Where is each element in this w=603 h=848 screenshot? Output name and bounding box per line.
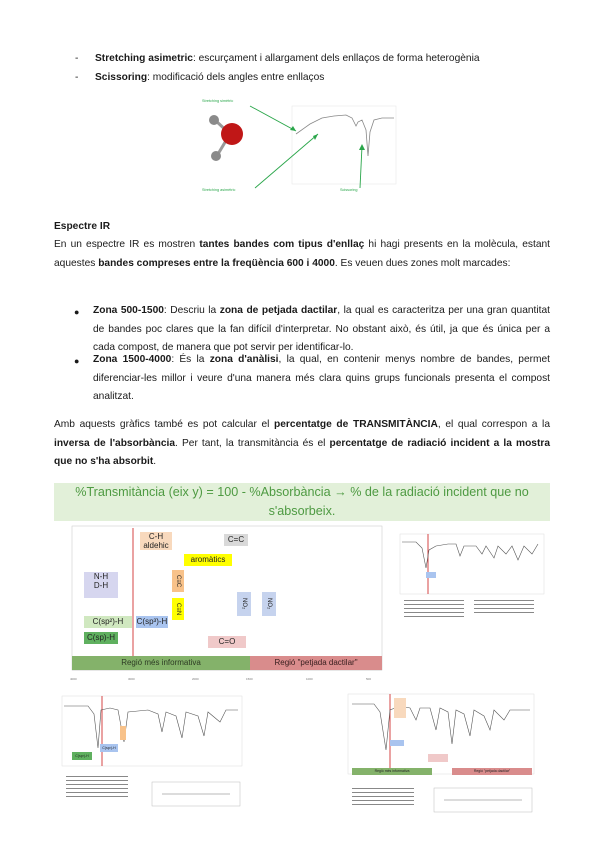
label-csp3h-bl: C(sp³)-H <box>72 752 92 760</box>
dash-marker: - <box>75 53 79 64</box>
list-item-scissoring: Scissoring: modificació dels angles entre enllaços <box>95 72 325 83</box>
box-no2-a: NO₂ <box>237 592 251 616</box>
water-figure-svg <box>200 96 400 198</box>
region-fingerprint: Regió "petjada dactilar" <box>250 656 382 670</box>
label-scissoring: Scissoring <box>340 188 358 192</box>
box-aromatic: aromàtics <box>184 554 232 566</box>
transmittance-formula: %Transmitància (eix y) = 100 - %Absorbància → % de la radiació incident que no s'absorbeix. <box>54 483 550 521</box>
box-csp2h: C(sp²)-H <box>84 616 132 628</box>
label-stretching-sym: Stretching simètric <box>202 99 234 103</box>
box-cc-double: C=C <box>224 534 248 546</box>
section-title: Espectre IR <box>54 221 111 232</box>
zone-1500-4000: Zona 1500-4000: És la zona d'anàlisi, la qual, en contenir menys nombre de bandes, permet diferenciar-les millor i veure d'una manera més clara quins grups funcionals presenta el compost analitzat. <box>93 354 550 402</box>
spectrum-tr-svg <box>396 528 548 628</box>
label-csp2h-bl: C(sp²)-H <box>100 744 118 752</box>
box-nh-dh <box>84 572 118 598</box>
bullet-marker: ● <box>74 356 80 366</box>
svg-text:3000: 3000 <box>128 677 135 681</box>
intro-paragraph: En un espectre IR es mostren tantes bandes com tipus d'enllaç hi hagi presents en la molècula, estant aquestes bandes compreses entre la freqüència 600 i 4000. Es veuen dues zones molt marcades: <box>54 239 550 269</box>
svg-text:4000: 4000 <box>70 677 77 681</box>
box-no2-b: NO₂ <box>262 592 276 616</box>
label-stretching-asym: Stretching asimètric <box>202 188 236 192</box>
zone-500-1500: Zona 500-1500: Descriu la zona de petjada dactilar, la qual es caracteritza per una gran quantitat de bandes poc clares que la fan difícil d'interpretar. No obstant això, és útil, ja que és única per a cada compost, de manera que pot servir per identificar-lo. <box>93 305 550 353</box>
label-dh: D-H <box>93 581 109 590</box>
region-fingerprint-br: Regió "petjada dactilar" <box>452 768 532 775</box>
ir-correlation-chart <box>54 524 388 686</box>
box-cc-triple: C≡C <box>172 570 184 592</box>
region-informative: Regió més informativa <box>72 656 250 670</box>
box-co: C=O <box>208 636 246 648</box>
transmittance-paragraph: Amb aquests gràfics també es pot calcular el percentatge de TRANSMITÀNCIA, el qual correspon a la inversa de l'absorbància. Per tant, la transmitància és el percentatge de radiació incident a la mostra que no s'ha absorbit. <box>54 419 550 467</box>
dash-marker: - <box>75 72 79 83</box>
hydrogen-atom <box>211 151 221 161</box>
hydrogen-atom <box>209 115 219 125</box>
spectrum-bottom-right <box>344 690 540 814</box>
svg-text:500: 500 <box>366 677 372 681</box>
spectrum-bottom-left <box>58 692 248 812</box>
svg-text:1000: 1000 <box>306 677 313 681</box>
region-informative-br: Regió més informativa <box>352 768 432 775</box>
water-vibration-figure <box>200 96 400 198</box>
bullet-marker: ● <box>74 307 80 317</box>
box-csph: C(sp)-H <box>84 632 118 644</box>
box-ch-aldehyde: C-H aldehic <box>140 532 172 550</box>
list-item-stretching-asym: Stretching asimetric: escurçament i allargament dels enllaços de forma heterogènia <box>95 53 480 64</box>
label-nh: N-H <box>93 572 109 581</box>
oxygen-atom <box>221 123 243 145</box>
svg-text:2000: 2000 <box>192 677 199 681</box>
box-cn-triple: C≡N <box>172 598 184 620</box>
svg-text:1500: 1500 <box>246 677 253 681</box>
spectrum-thumbnail-top-right <box>396 528 548 628</box>
box-csp3h: C(sp³)-H <box>136 617 168 626</box>
spectrum-br-svg <box>344 690 540 814</box>
